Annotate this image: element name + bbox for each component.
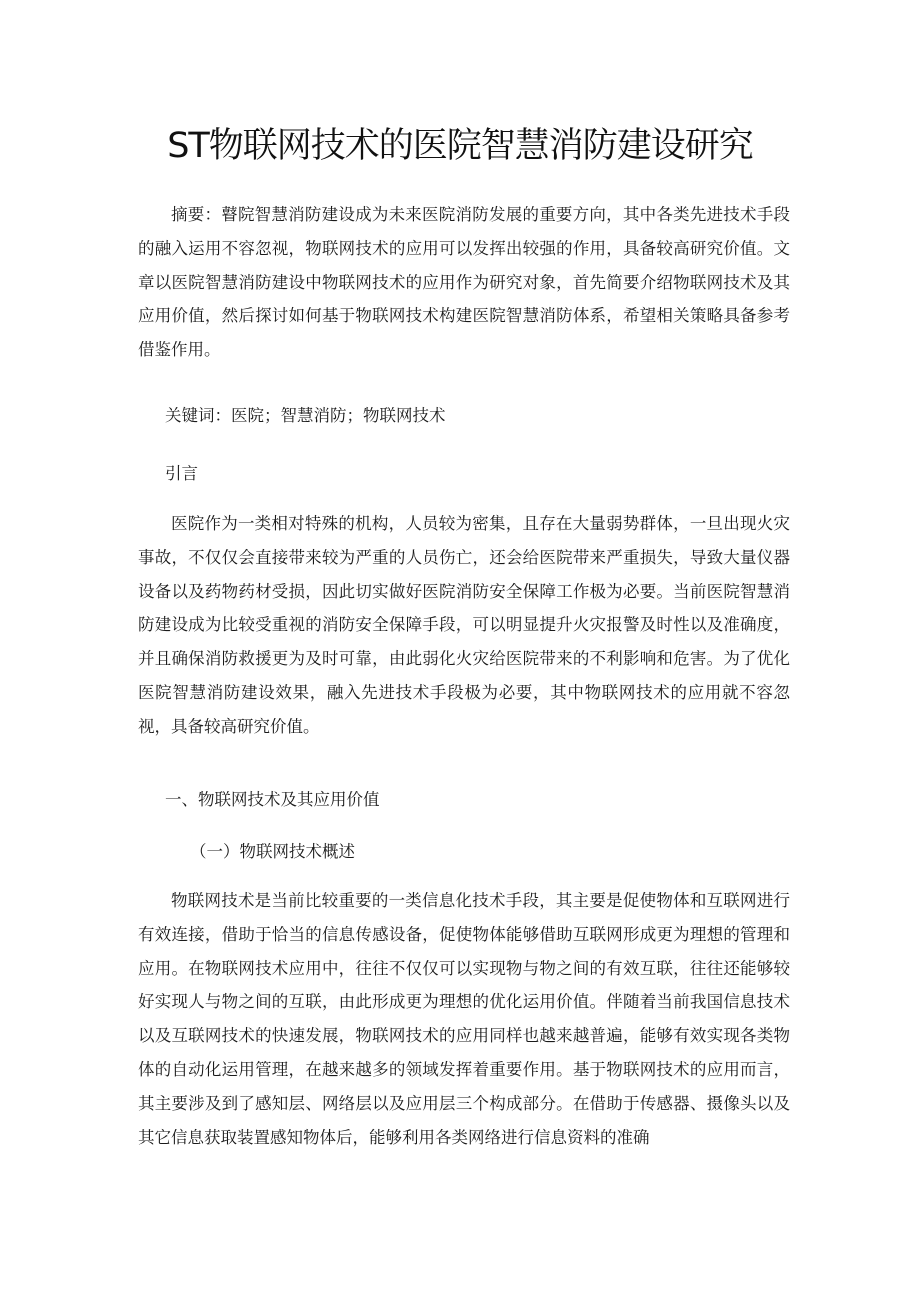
document-title: ST物联网技术的医院智慧消防建设研究 (167, 126, 753, 166)
abstract-paragraph: 摘要：瞽院智慧消防建设成为未来医院消防发展的重要方向，其中各类先进技术手段的融入运用不容忽视，物联网技术的应用可以发挥出较强的作用，具备较高研究价值。文章以医院智慧消防建设中物联网技术的应用作为研究对象，首先简要介绍物联网技术及其应用价值，然后探讨如何基于物联网技术构建医院智慧消防体系，希望相关策略具备参考借鉴作用。 (138, 205, 790, 360)
subsection-1-heading: （一）物联网技术概述 (190, 842, 355, 861)
intro-heading: 引言 (165, 464, 198, 483)
intro-paragraph: 医院作为一类相对特殊的机构，人员较为密集，且存在大量弱势群体，一旦出现火灾事故，不仅仅会直接带来较为严重的人员伤亡，还会给医院带来严重损失，导致大量仪器设备以及药物药材受损，因此切实做好医院消防安全保障工作极为必要。当前医院智慧消防建设成为比较受重视的消防安全保障手段，可以明显提升火灾报警及时性以及准确度，并且确保消防救援更为及时可靠，由此弱化火灾给医院带来的不利影响和危害。为了优化医院智慧消防建设效果，融入先进技术手段极为必要，其中物联网技术的应用就不容忽视，具备较高研究价值。 (138, 514, 790, 736)
keywords-line: 关键词：医院；智慧消防；物联网技术 (165, 406, 446, 425)
section-1-heading: 一、物联网技术及其应用价值 (165, 790, 380, 809)
subsection-1-paragraph: 物联网技术是当前比较重要的一类信息化技术手段，其主要是促使物体和互联网进行有效连接，借助于恰当的信息传感设备，促使物体能够借助互联网形成更为理想的管理和应用。在物联网技术应用中，往往不仅仅可以实现物与物之间的有效互联，往往还能够较好实现人与物之间的互联，由此形成更为理想的优化运用价值。伴随着当前我国信息技术以及互联网技术的快速发展，物联网技术的应用同样也越来越普遍，能够有效实现各类物体的自动化运用管理，在越来越多的领域发挥着重要作用。基于物联网技术的应用而言，其主要涉及到了感知层、网络层以及应用层三个构成部分。在借助于传感器、摄像头以及其它信息获取装置感知物体后，能够利用各类网络进行信息资料的准确 (138, 891, 790, 1147)
